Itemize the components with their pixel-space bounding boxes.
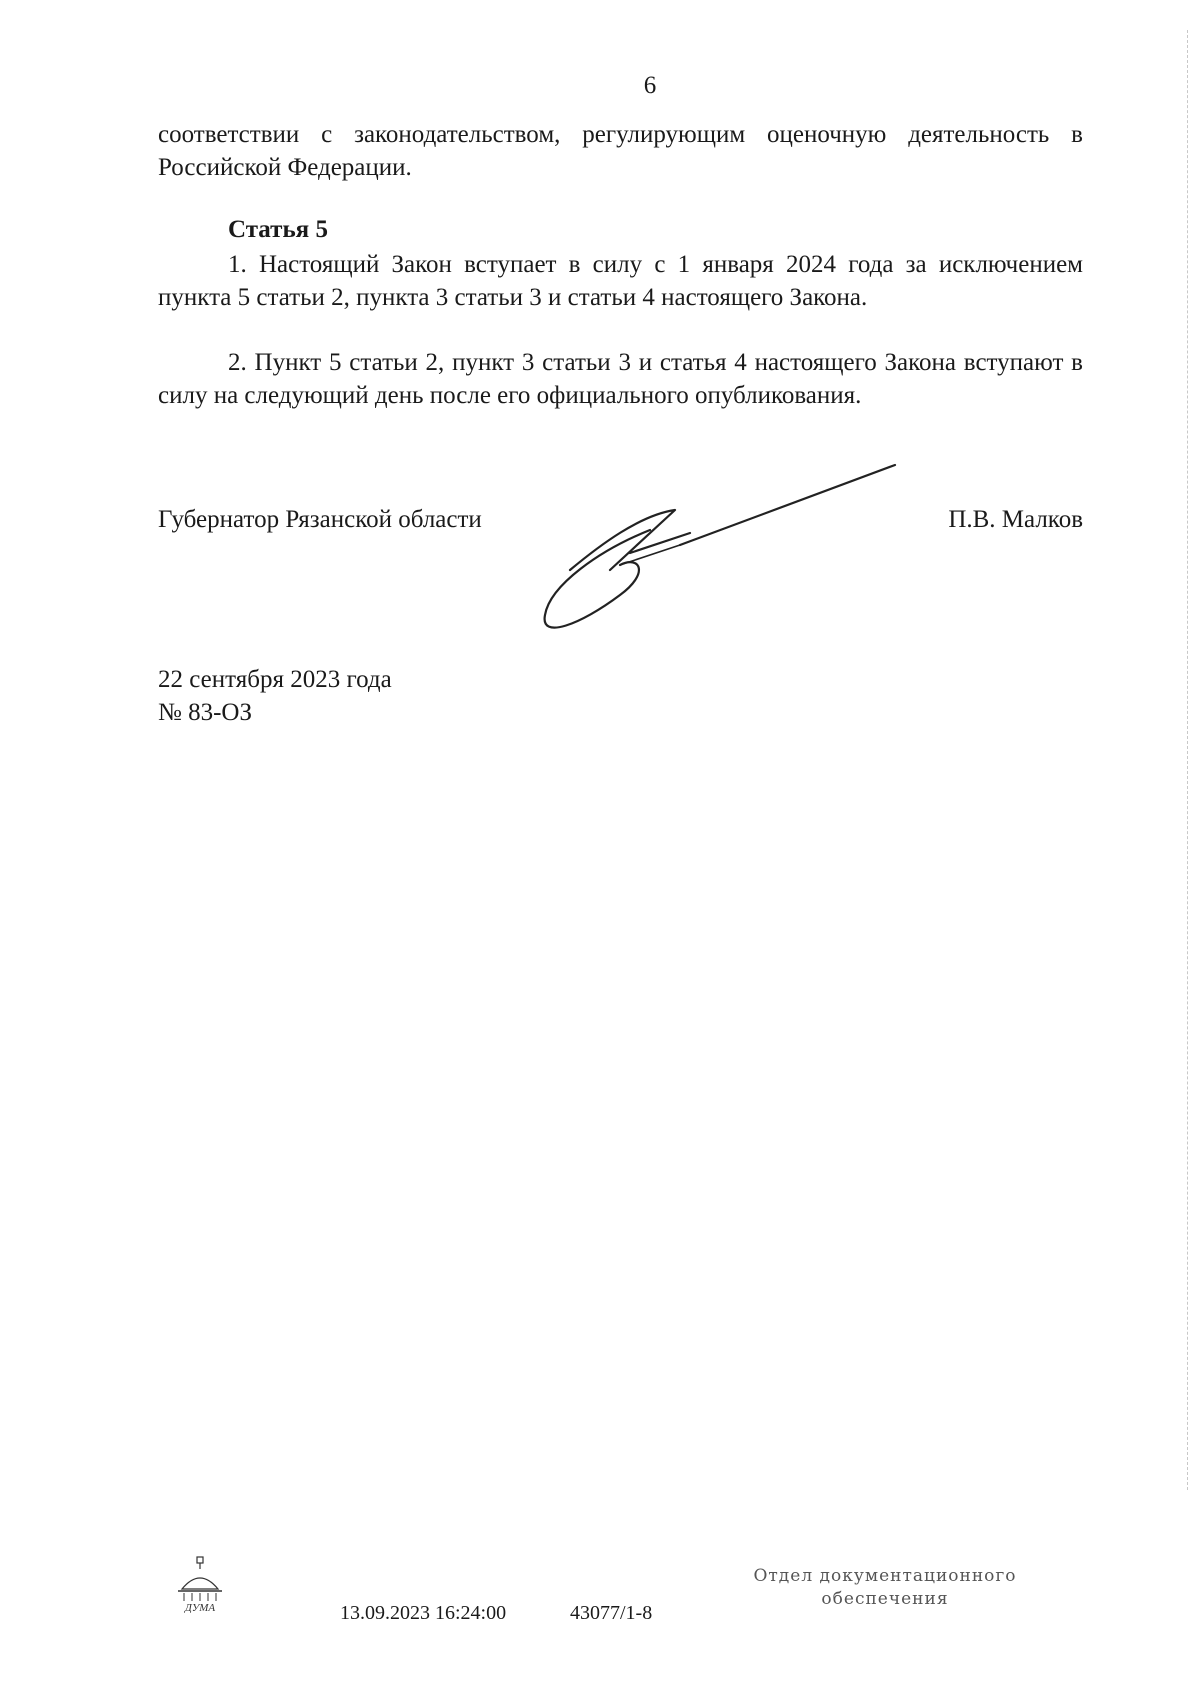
department-stamp (735, 1565, 1035, 1611)
stamp-line-1: Отдел документационного (753, 1566, 1017, 1586)
article-paragraph-2: 2. Пункт 5 статьи 2, пункт 3 статьи 3 и статья 4 настоящего Закона вступают в силу на следующий день после его официального опубликования. (158, 349, 1083, 409)
law-date: 22 сентября 2023 года (158, 666, 392, 693)
governor-name: П.В. Малков (948, 506, 1083, 533)
scan-edge-marks (1181, 30, 1188, 1490)
footer-registration-number: 43077/1-8 (570, 1602, 653, 1624)
intro-paragraph: соответствии с законодательством, регулирующим оценочную деятельность в Российской Федерации. (158, 121, 1083, 181)
article-paragraph-1: 1. Настоящий Закон вступает в силу с 1 января 2024 года за исключением пункта 5 статьи 2, пункта 3 статьи 3 и статьи 4 настоящего Закона. (158, 251, 1083, 311)
stamp-line-2: обеспечения (821, 1589, 949, 1609)
footer-timestamp: 13.09.2023 16:24:00 (340, 1602, 507, 1624)
governor-title: Губернатор Рязанской области (158, 506, 482, 533)
handwritten-signature (540, 455, 920, 640)
article-heading: Статья 5 (228, 216, 328, 243)
law-number: № 83-ОЗ (158, 699, 253, 726)
page-number: 6 (643, 72, 657, 99)
svg-text:ДУМА: ДУМА (184, 1602, 216, 1613)
duma-logo-icon (170, 1555, 230, 1613)
